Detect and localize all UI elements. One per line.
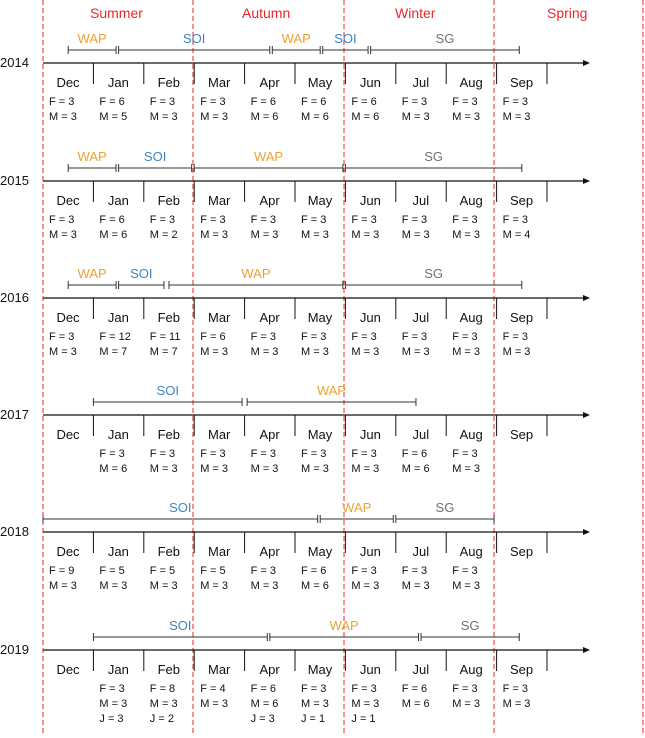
segment-2014-2-wap-label: WAP [281,31,311,46]
sample-count-2017-mar: F = 3 M = 3 [200,448,229,475]
sample-count-2014-apr: F = 6 M = 6 [250,96,279,123]
sample-count-2019-jan: F = 3 M = 3 J = 3 [99,683,128,725]
month-label-2015-jun: Jun [359,193,381,208]
month-label-2015-mar: Mar [207,193,231,208]
month-label-2019-aug: Aug [459,662,483,677]
sample-count-2017-jun: F = 3 M = 3 [351,448,380,475]
month-label-2014-aug: Aug [459,75,483,90]
month-label-2015-sep: Sep [510,193,534,208]
month-label-2014-jun: Jun [359,75,381,90]
month-label-2015-may: May [307,193,333,208]
month-label-2016-sep: Sep [510,310,534,325]
month-label-2016-apr: Apr [259,310,280,325]
sample-count-2018-feb: F = 5 M = 3 [149,565,178,592]
month-label-2017-apr: Apr [259,427,280,442]
month-label-2019-jan: Jan [107,662,129,677]
sample-count-2017-jan: F = 3 M = 6 [99,448,128,475]
sample-count-2014-jun: F = 6 M = 6 [351,96,380,123]
season-winter: Winter [395,5,436,21]
month-label-2019-feb: Feb [157,662,180,677]
year-label-2018: 2018 [0,524,29,539]
sample-count-2017-may: F = 3 M = 3 [301,448,329,475]
segment-2016-0-wap-label: WAP [77,266,107,281]
month-label-2016-mar: Mar [207,310,231,325]
month-label-2018-jun: Jun [359,544,381,559]
sample-count-2014-jan: F = 6 M = 5 [99,96,128,123]
month-label-2015-jul: Jul [412,193,430,208]
month-label-2014-feb: Feb [157,75,180,90]
year-label-2016: 2016 [0,290,29,305]
month-label-2016-jul: Jul [412,310,430,325]
month-label-2017-may: May [307,427,333,442]
month-label-2014-jan: Jan [107,75,129,90]
sample-count-2018-dec: F = 9 M = 3 [49,565,77,592]
axis-arrow-2016 [583,295,590,301]
sample-count-2018-jul: F = 3 M = 3 [401,565,430,592]
month-label-2015-dec: Dec [56,193,80,208]
sample-count-2014-mar: F = 3 M = 3 [200,96,229,123]
sample-count-2015-jan: F = 6 M = 6 [99,214,128,241]
month-label-2015-jan: Jan [107,193,129,208]
sample-count-2016-mar: F = 6 M = 3 [200,331,229,358]
month-label-2018-may: May [307,544,333,559]
segment-2015-2-wap-label: WAP [253,149,284,164]
year-label-2017: 2017 [0,407,29,422]
season-autumn: Autumn [242,5,291,21]
month-label-2019-jun: Jun [359,662,381,677]
sample-count-2016-aug: F = 3 M = 3 [452,331,481,358]
segment-2016-3-sg-label: SG [424,266,443,281]
sample-count-2014-sep: F = 3 M = 3 [502,96,531,123]
sample-count-2016-dec: F = 3 M = 3 [49,331,77,358]
segment-2014-1-soi-label: SOI [182,31,206,46]
month-label-2019-may: May [307,662,333,677]
month-label-2014-mar: Mar [207,75,231,90]
axis-arrow-2014 [583,60,590,66]
segment-2014-3-soi-label: SOI [334,31,357,46]
segment-2017-0-soi-label: SOI [156,383,179,398]
sample-count-2016-jul: F = 3 M = 3 [401,331,430,358]
sample-count-2018-may: F = 6 M = 6 [301,565,329,592]
sample-count-2017-jul: F = 6 M = 6 [401,448,430,475]
sample-count-2015-mar: F = 3 M = 3 [200,214,229,241]
season-summer: Summer [90,5,143,21]
sample-count-2015-may: F = 3 M = 3 [301,214,329,241]
segment-2015-3-sg-label: SG [424,149,443,164]
month-label-2016-dec: Dec [56,310,80,325]
month-label-2015-feb: Feb [157,193,180,208]
month-label-2019-mar: Mar [207,662,231,677]
month-label-2019-jul: Jul [412,662,430,677]
sample-count-2018-mar: F = 5 M = 3 [200,565,229,592]
sample-count-2019-sep: F = 3 M = 3 [502,683,531,710]
segment-2015-1-soi-label: SOI [143,149,167,164]
sample-count-2018-jun: F = 3 M = 3 [351,565,380,592]
segment-2018-2-sg-label: SG [435,500,455,515]
sample-count-2014-may: F = 6 M = 6 [301,96,329,123]
year-label-2015: 2015 [0,173,29,188]
month-label-2017-sep: Sep [510,427,534,442]
sample-count-2016-sep: F = 3 M = 3 [502,331,531,358]
sample-count-2018-jan: F = 5 M = 3 [99,565,128,592]
segment-2019-0-soi-label: SOI [169,618,192,633]
month-label-2016-jan: Jan [107,310,129,325]
year-label-2019: 2019 [0,642,29,657]
season-spring: Spring [547,5,588,21]
month-label-2017-mar: Mar [207,427,231,442]
segment-2016-2-wap-label: WAP [241,266,271,281]
axis-arrow-2015 [583,178,590,184]
month-label-2014-may: May [307,75,333,90]
month-label-2017-jul: Jul [412,427,430,442]
axis-arrow-2019 [583,647,590,653]
sample-count-2015-jun: F = 3 M = 3 [351,214,380,241]
month-label-2019-sep: Sep [510,662,534,677]
sample-count-2014-dec: F = 3 M = 3 [49,96,77,123]
month-label-2018-aug: Aug [459,544,483,559]
sample-count-2014-jul: F = 3 M = 3 [401,96,430,123]
sample-count-2017-aug: F = 3 M = 3 [452,448,481,475]
month-label-2017-jun: Jun [359,427,381,442]
month-label-2015-apr: Apr [259,193,280,208]
sample-count-2019-jun: F = 3 M = 3 J = 1 [351,683,380,725]
segment-2017-1-wap-label: WAP [316,383,347,398]
sample-count-2016-feb: F = 11 M = 7 [149,331,181,358]
month-label-2016-feb: Feb [157,310,180,325]
month-label-2018-jan: Jan [107,544,129,559]
month-label-2014-apr: Apr [259,75,280,90]
axis-arrow-2017 [583,412,590,418]
sample-count-2015-dec: F = 3 M = 3 [49,214,77,241]
segment-2014-0-wap-label: WAP [77,31,107,46]
sample-count-2017-feb: F = 3 M = 3 [149,448,178,475]
sample-count-2016-apr: F = 3 M = 3 [250,331,279,358]
segment-2014-4-sg-label: SG [435,31,455,46]
month-label-2017-aug: Aug [459,427,483,442]
sample-count-2019-feb: F = 8 M = 3 J = 2 [149,683,178,725]
month-label-2018-mar: Mar [207,544,231,559]
segment-2015-0-wap-label: WAP [77,149,107,164]
sample-count-2015-feb: F = 3 M = 2 [149,214,178,241]
sample-count-2015-apr: F = 3 M = 3 [250,214,279,241]
month-label-2016-may: May [307,310,333,325]
segment-2018-1-wap-label: WAP [342,500,372,515]
month-label-2018-jul: Jul [412,544,430,559]
month-label-2014-jul: Jul [412,75,430,90]
sample-count-2016-jan: F = 12 M = 7 [99,331,131,358]
sample-count-2015-aug: F = 3 M = 3 [452,214,481,241]
sample-count-2019-may: F = 3 M = 3 J = 1 [301,683,329,725]
axis-arrow-2018 [583,529,590,535]
sample-count-2016-jun: F = 3 M = 3 [351,331,380,358]
sample-count-2015-sep: F = 3 M = 4 [502,214,531,241]
month-label-2014-sep: Sep [510,75,534,90]
month-label-2015-aug: Aug [459,193,483,208]
sample-count-2019-aug: F = 3 M = 3 [452,683,481,710]
sample-count-2019-apr: F = 6 M = 6 J = 3 [250,683,279,725]
month-label-2019-dec: Dec [56,662,80,677]
month-label-2016-aug: Aug [459,310,483,325]
sample-count-2019-mar: F = 4 M = 3 [200,683,229,710]
segment-2019-1-wap-label: WAP [329,618,359,633]
segment-2018-0-soi-label: SOI [169,500,192,515]
sample-count-2019-jul: F = 6 M = 6 [401,683,430,710]
sample-count-2014-feb: F = 3 M = 3 [149,96,178,123]
segment-2016-1-soi-label: SOI [130,266,153,281]
sample-count-2014-aug: F = 3 M = 3 [452,96,481,123]
sample-count-2018-apr: F = 3 M = 3 [250,565,279,592]
month-label-2017-feb: Feb [157,427,180,442]
month-label-2018-dec: Dec [56,544,80,559]
sample-count-2018-aug: F = 3 M = 3 [452,565,481,592]
sample-count-2015-jul: F = 3 M = 3 [401,214,430,241]
month-label-2019-apr: Apr [259,662,280,677]
month-label-2017-dec: Dec [56,427,80,442]
month-label-2017-jan: Jan [107,427,129,442]
sample-count-2017-apr: F = 3 M = 3 [250,448,279,475]
month-label-2018-apr: Apr [259,544,280,559]
segment-2019-2-sg-label: SG [460,618,480,633]
month-label-2018-sep: Sep [510,544,534,559]
month-label-2014-dec: Dec [56,75,80,90]
year-label-2014: 2014 [0,55,29,70]
sample-count-2016-may: F = 3 M = 3 [301,331,329,358]
month-label-2018-feb: Feb [157,544,180,559]
month-label-2016-jun: Jun [359,310,381,325]
